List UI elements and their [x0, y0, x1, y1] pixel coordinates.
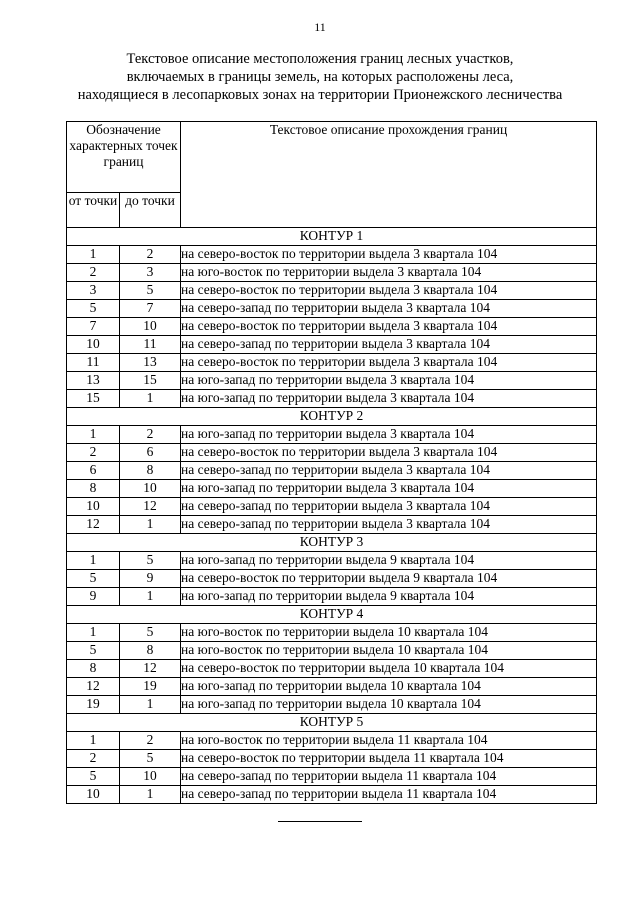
- boundary-description-cell: на северо-восток по территории выдела 10 квартала 104: [181, 660, 597, 678]
- from-point-cell: 5: [67, 768, 120, 786]
- table-row: [67, 732, 597, 750]
- to-point-cell: 10: [120, 768, 181, 786]
- table-row: [67, 282, 597, 300]
- contour-label: КОНТУР 1: [67, 228, 597, 246]
- from-point-cell: 10: [67, 336, 120, 354]
- boundary-description-cell: на северо-восток по территории выдела 3 квартала 104: [181, 318, 597, 336]
- to-point-cell: 12: [120, 498, 181, 516]
- to-point-cell: 2: [120, 426, 181, 444]
- boundary-description-cell: на юго-запад по территории выдела 3 квартала 104: [181, 480, 597, 498]
- boundary-description-cell: на северо-запад по территории выдела 3 квартала 104: [181, 300, 597, 318]
- boundary-description-cell: на юго-запад по территории выдела 3 квартала 104: [181, 372, 597, 390]
- header-to-point: до точки: [120, 193, 181, 228]
- contour-label: КОНТУР 3: [67, 534, 597, 552]
- boundary-description-cell: на северо-запад по территории выдела 11 квартала 104: [181, 786, 597, 804]
- to-point-cell: 1: [120, 786, 181, 804]
- contour-label: КОНТУР 2: [67, 408, 597, 426]
- from-point-cell: 6: [67, 462, 120, 480]
- header-points: Обозначение характерных точек границ: [67, 122, 181, 193]
- from-point-cell: 1: [67, 624, 120, 642]
- title-line-3: находящиеся в лесопарковых зонах на территории Прионежского лесничества: [77, 87, 563, 103]
- to-point-cell: 1: [120, 516, 181, 534]
- to-point-cell: 19: [120, 678, 181, 696]
- table-row: [67, 588, 597, 606]
- to-point-cell: 5: [120, 282, 181, 300]
- table-row: [67, 426, 597, 444]
- boundary-description-cell: на северо-восток по территории выдела 9 квартала 104: [181, 570, 597, 588]
- boundary-description-cell: на юго-запад по территории выдела 10 квартала 104: [181, 678, 597, 696]
- from-point-cell: 5: [67, 570, 120, 588]
- to-point-cell: 10: [120, 480, 181, 498]
- table-row: [67, 624, 597, 642]
- to-point-cell: 11: [120, 336, 181, 354]
- to-point-cell: 1: [120, 696, 181, 714]
- table-row: [67, 318, 597, 336]
- from-point-cell: 8: [67, 660, 120, 678]
- document-title: [40, 50, 600, 104]
- boundary-description-cell: на северо-запад по территории выдела 3 квартала 104: [181, 498, 597, 516]
- to-point-cell: 6: [120, 444, 181, 462]
- from-point-cell: 11: [67, 354, 120, 372]
- table-row: [67, 642, 597, 660]
- header-from-point: от точки: [67, 193, 120, 228]
- to-point-cell: 8: [120, 462, 181, 480]
- table-row: [67, 768, 597, 786]
- to-point-cell: 7: [120, 300, 181, 318]
- to-point-cell: 12: [120, 660, 181, 678]
- from-point-cell: 10: [67, 786, 120, 804]
- to-point-cell: 1: [120, 588, 181, 606]
- to-point-cell: 5: [120, 624, 181, 642]
- title-line-1: Текстовое описание местоположения границ лесных участков,: [126, 51, 514, 67]
- from-point-cell: 3: [67, 282, 120, 300]
- table-row: [67, 372, 597, 390]
- contour-label: КОНТУР 5: [67, 714, 597, 732]
- boundary-description-cell: на северо-восток по территории выдела 11 квартала 104: [181, 750, 597, 768]
- to-point-cell: 13: [120, 354, 181, 372]
- contour-row: [67, 606, 597, 624]
- borders-table: [66, 121, 597, 804]
- from-point-cell: 5: [67, 642, 120, 660]
- to-point-cell: 9: [120, 570, 181, 588]
- contour-row: [67, 228, 597, 246]
- boundary-description-cell: на северо-восток по территории выдела 3 квартала 104: [181, 246, 597, 264]
- table-row: [67, 480, 597, 498]
- table-body: [67, 228, 597, 804]
- boundary-description-cell: на северо-восток по территории выдела 3 квартала 104: [181, 354, 597, 372]
- from-point-cell: 5: [67, 300, 120, 318]
- table-row: [67, 246, 597, 264]
- boundary-description-cell: на юго-восток по территории выдела 11 квартала 104: [181, 732, 597, 750]
- to-point-cell: 2: [120, 246, 181, 264]
- from-point-cell: 10: [67, 498, 120, 516]
- boundary-description-cell: на юго-запад по территории выдела 9 квартала 104: [181, 552, 597, 570]
- boundary-description-cell: на юго-запад по территории выдела 10 квартала 104: [181, 696, 597, 714]
- table-row: [67, 516, 597, 534]
- from-point-cell: 7: [67, 318, 120, 336]
- from-point-cell: 1: [67, 552, 120, 570]
- contour-row: [67, 534, 597, 552]
- table-row: [67, 570, 597, 588]
- to-point-cell: 2: [120, 732, 181, 750]
- boundary-description-cell: на северо-запад по территории выдела 3 квартала 104: [181, 336, 597, 354]
- table-row: [67, 390, 597, 408]
- header-description: Текстовое описание прохождения границ: [181, 122, 597, 228]
- boundary-description-cell: на северо-запад по территории выдела 11 квартала 104: [181, 768, 597, 786]
- boundary-description-cell: на юго-восток по территории выдела 10 квартала 104: [181, 624, 597, 642]
- page-number: 11: [314, 20, 326, 34]
- boundary-description-cell: на юго-восток по территории выдела 10 квартала 104: [181, 642, 597, 660]
- boundary-description-cell: на юго-запад по территории выдела 3 квартала 104: [181, 426, 597, 444]
- contour-label: КОНТУР 4: [67, 606, 597, 624]
- contour-row: [67, 408, 597, 426]
- from-point-cell: 19: [67, 696, 120, 714]
- from-point-cell: 8: [67, 480, 120, 498]
- from-point-cell: 2: [67, 750, 120, 768]
- boundary-description-cell: на северо-восток по территории выдела 3 квартала 104: [181, 282, 597, 300]
- table-row: [67, 354, 597, 372]
- to-point-cell: 1: [120, 390, 181, 408]
- boundary-description-cell: на юго-восток по территории выдела 3 квартала 104: [181, 264, 597, 282]
- contour-row: [67, 714, 597, 732]
- title-line-2: включаемых в границы земель, на которых расположены леса,: [126, 69, 514, 85]
- to-point-cell: 15: [120, 372, 181, 390]
- table-row: [67, 552, 597, 570]
- table-row: [67, 498, 597, 516]
- from-point-cell: 1: [67, 246, 120, 264]
- boundary-description-cell: на юго-запад по территории выдела 9 квартала 104: [181, 588, 597, 606]
- table-row: [67, 786, 597, 804]
- from-point-cell: 13: [67, 372, 120, 390]
- table-row: [67, 750, 597, 768]
- from-point-cell: 1: [67, 732, 120, 750]
- boundary-description-cell: на северо-восток по территории выдела 3 квартала 104: [181, 444, 597, 462]
- from-point-cell: 1: [67, 426, 120, 444]
- to-point-cell: 5: [120, 750, 181, 768]
- table-row: [67, 444, 597, 462]
- boundary-description-cell: на юго-запад по территории выдела 3 квартала 104: [181, 390, 597, 408]
- boundary-description-cell: на северо-запад по территории выдела 3 квартала 104: [181, 462, 597, 480]
- to-point-cell: 8: [120, 642, 181, 660]
- table-row: [67, 696, 597, 714]
- to-point-cell: 10: [120, 318, 181, 336]
- footer-divider: [278, 821, 362, 822]
- from-point-cell: 2: [67, 264, 120, 282]
- from-point-cell: 2: [67, 444, 120, 462]
- table-row: [67, 462, 597, 480]
- to-point-cell: 5: [120, 552, 181, 570]
- from-point-cell: 9: [67, 588, 120, 606]
- table-row: [67, 264, 597, 282]
- table-row: [67, 336, 597, 354]
- from-point-cell: 12: [67, 678, 120, 696]
- boundary-description-cell: на северо-запад по территории выдела 3 квартала 104: [181, 516, 597, 534]
- table-row: [67, 660, 597, 678]
- to-point-cell: 3: [120, 264, 181, 282]
- from-point-cell: 15: [67, 390, 120, 408]
- table-row: [67, 678, 597, 696]
- table-row: [67, 300, 597, 318]
- from-point-cell: 12: [67, 516, 120, 534]
